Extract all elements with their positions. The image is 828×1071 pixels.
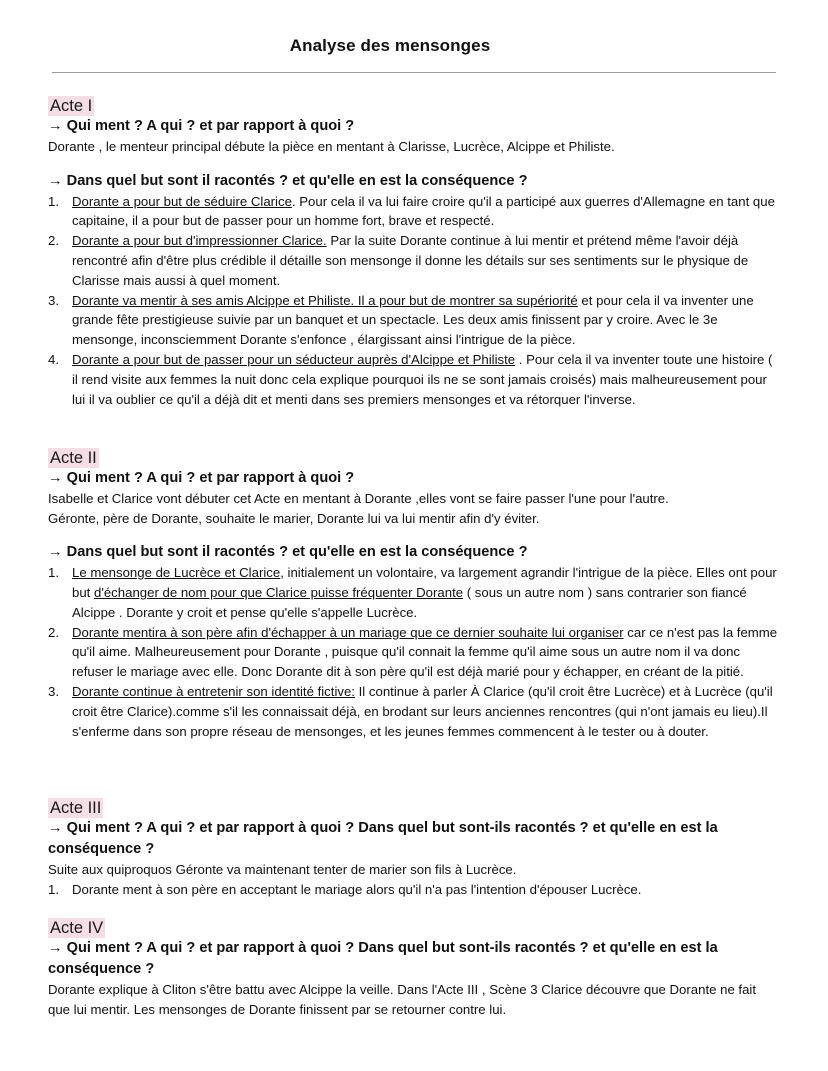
question-heading: → Qui ment ? A qui ? et par rapport à quoi ? bbox=[48, 470, 355, 486]
list-number: 4. bbox=[48, 351, 59, 367]
numbered-list bbox=[48, 192, 778, 410]
numbered-list bbox=[48, 563, 778, 741]
list-text: et pour cela il va inventer une grande fête prestigieuse suivie par un banquet et un spectacle. Les deux amis finissent par y croire. Avec le 3e mensonge, inconsciemment Dorante s'enfonce , élargissant ainsi l'intrigue de la pièce. bbox=[72, 292, 754, 348]
list-text: Il continue à parler À Clarice (qu'il croit être Lucrèce) et à Lucrèce (qu'il croit être Clarice).comme s'il les connaissait déjà, en brodant sur leurs anciennes rencontres (qui n'ont jamais eu lieu).Il s'enferme dans son propre réseau de mensonges, et les jeunes femmes commencent à le tester ou à douter. bbox=[72, 683, 773, 739]
question-heading: → Qui ment ? A qui ? et par rapport à quoi ? Dans quel but sont-ils racontés ? et qu'elle en est la conséquence ? bbox=[48, 820, 718, 857]
list-item bbox=[48, 682, 778, 741]
page-title: Analyse des mensonges bbox=[289, 36, 491, 55]
question-heading: → Dans quel but sont il racontés ? et qu'elle en est la conséquence ? bbox=[48, 544, 528, 561]
list-item bbox=[48, 192, 778, 232]
numbered-list bbox=[48, 880, 778, 900]
list-item bbox=[48, 231, 778, 290]
list-text: . Pour cela il va lui faire croire qu'il a participé aux guerres d'Allemagne en tant que capitaine, il a pour but de passer pour un homme fort, brave et respecté. bbox=[72, 193, 775, 229]
title-divider bbox=[52, 72, 776, 73]
list-number: 3. bbox=[48, 683, 59, 699]
underlined-text: Dorante a pour but de séduire Clarice bbox=[72, 193, 292, 209]
list-item bbox=[48, 291, 778, 350]
underlined-text: Le mensonge de Lucrèce et Clarice bbox=[72, 565, 281, 581]
section-acte-1 bbox=[48, 96, 778, 409]
paragraph: Géronte, père de Dorante, souhaite le marier, Dorante lui va lui mentir afin d'y éviter. bbox=[48, 510, 540, 526]
list-number: 1. bbox=[48, 193, 59, 209]
section-acte-3 bbox=[48, 798, 778, 899]
underlined-text: Dorante va mentir à ses amis Alcippe et Philiste. Il a pour but de montrer sa supériorité bbox=[72, 292, 578, 308]
list-number: 3. bbox=[48, 292, 59, 308]
section-acte-2 bbox=[48, 448, 778, 741]
acte-heading: Acte II bbox=[50, 449, 97, 467]
list-item bbox=[48, 880, 778, 900]
list-text: , initialement un volontaire, va largement agrandir l'intrigue de la pièce. Elles ont pour but bbox=[72, 565, 777, 600]
list-item bbox=[48, 563, 778, 622]
acte-heading: Acte IV bbox=[50, 919, 104, 937]
list-number: 1. bbox=[48, 881, 59, 897]
list-text: car ce n'est pas la femme qu'il aime. Malheureusement pour Dorante , puisque qu'il connait la femme qu'il aime sous un autre nom il va donc refuser le mariage avec elle. Donc Dorante dit à son père qu'il est déjà marié pour y échapper, en créant de la pitié. bbox=[72, 624, 778, 680]
underlined-text: Dorante continue à entretenir son identité fictive: bbox=[72, 683, 355, 699]
question-heading: → Qui ment ? A qui ? et par rapport à quoi ? Dans quel but sont-ils racontés ? et qu'elle en est la conséquence ? bbox=[48, 940, 718, 977]
underlined-text: d'échanger de nom pour que Clarice puisse fréquenter Dorante bbox=[94, 584, 464, 600]
list-text: Par la suite Dorante continue à lui mentir et prétend même l'avoir déjà rencontré afin d'être plus crédible il détaille son mensonge il donne les détails sur ses sentiments sur le physique de Clarisse mais aussi à quel moment. bbox=[72, 233, 749, 288]
paragraph: Dorante explique à Cliton s'être battu avec Alcippe la veille. Dans l'Acte III , Scène 3 Clarice découvre que Dorante ne fait que lui mentir. Les mensonges de Dorante finissent par se retourner contre lui. bbox=[48, 982, 757, 1017]
underlined-text: Dorante mentira à son père afin d'échapper à un mariage que ce dernier souhaite lui organiser bbox=[72, 624, 624, 640]
paragraph: Isabelle et Clarice vont débuter cet Acte en mentant à Dorante ,elles vont se faire passer l'une pour l'autre. bbox=[48, 491, 669, 506]
paragraph: Dorante , le menteur principal débute la pièce en mentant à Clarisse, Lucrèce, Alcippe et Philiste. bbox=[48, 139, 615, 154]
acte-heading: Acte I bbox=[50, 97, 93, 115]
acte-heading: Acte III bbox=[50, 799, 102, 817]
list-number: 2. bbox=[48, 233, 59, 249]
question-heading: → Qui ment ? A qui ? et par rapport à quoi ? bbox=[48, 118, 355, 134]
list-number: 2. bbox=[48, 624, 59, 640]
list-item bbox=[48, 350, 778, 409]
underlined-text: Dorante a pour but de passer pour un séducteur auprès d'Alcippe et Philiste bbox=[72, 351, 516, 367]
question-heading: → Dans quel but sont il racontés ? et qu'elle en est la conséquence ? bbox=[48, 172, 528, 189]
list-item bbox=[48, 623, 778, 682]
section-acte-4 bbox=[48, 918, 778, 1019]
paragraph: Suite aux quiproquos Géronte va maintenant tenter de marier son fils à Lucrèce. bbox=[48, 862, 517, 877]
underlined-text: Dorante a pour but d'impressionner Clarice. bbox=[72, 233, 327, 249]
list-text: . Pour cela il va inventer toute une histoire ( il rend visite aux femmes la nuit donc cela explique pourquoi ils ne se sont jamais croisés) mais malheureusement pour lui il va oublier ce qu'il a déjà dit et menti dans ses premiers mensonges et va rétorquer l'inverse. bbox=[72, 351, 773, 407]
list-text: Dorante ment à son père en acceptant le mariage alors qu'il n'a pas l'intention d'épouser Lucrèce. bbox=[72, 881, 642, 897]
list-number: 1. bbox=[48, 565, 59, 581]
list-text: ( sous un autre nom ) sans contrarier son fiancé Alcippe . Dorante y croit et pense qu'elle s'appelle Lucrèce. bbox=[72, 584, 747, 620]
